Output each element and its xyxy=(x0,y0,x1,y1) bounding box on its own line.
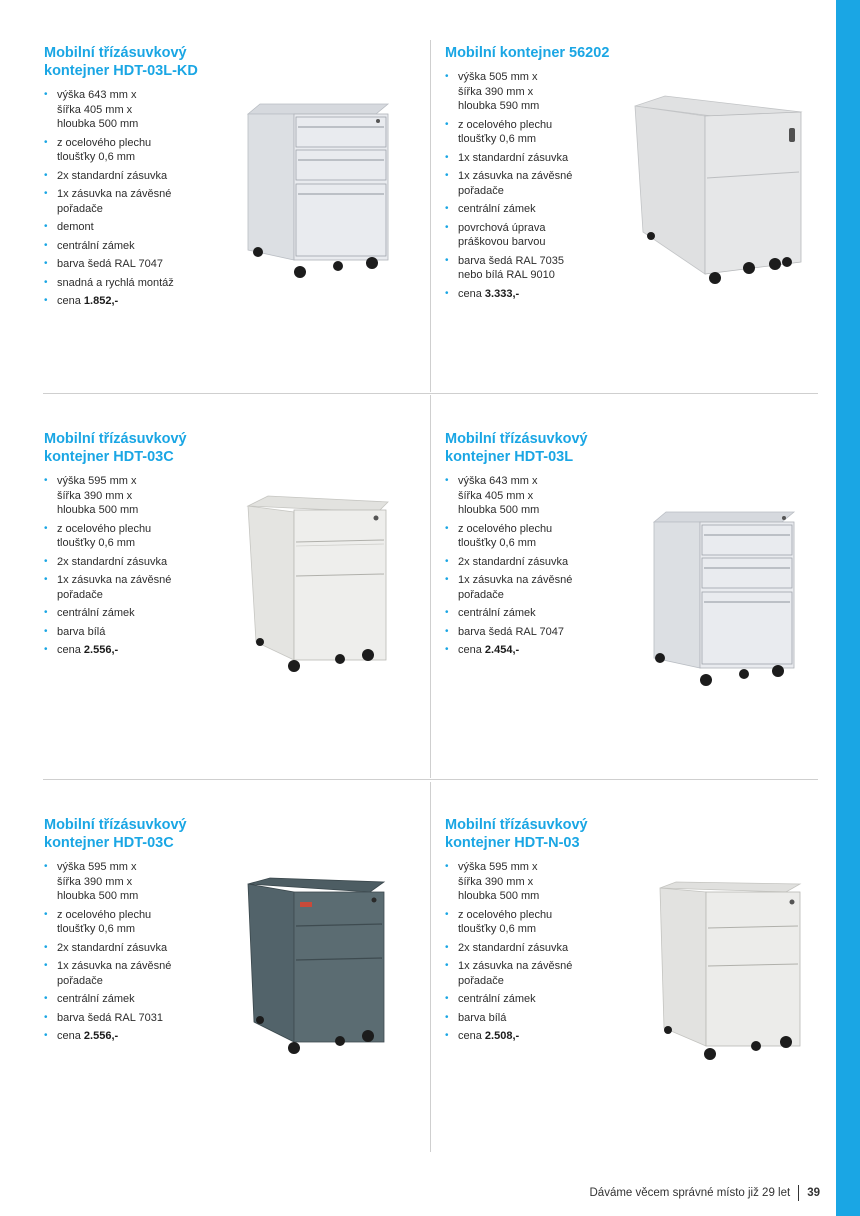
spec-item: • centrální zámek xyxy=(445,992,625,1007)
price-item xyxy=(445,643,625,658)
spec-item: • 2x standardní zásuvka xyxy=(44,169,224,184)
spec-item: • výška 643 mm x šířka 405 mm x hloubka 500 mm xyxy=(44,88,224,132)
spec-item: • centrální zámek xyxy=(445,202,625,217)
column-divider xyxy=(430,40,431,392)
price-item xyxy=(445,1029,625,1044)
spec-list xyxy=(445,860,625,1044)
cabinet-illustration xyxy=(652,878,812,1064)
spec-item: • 2x standardní zásuvka xyxy=(44,555,224,570)
spec-item: • centrální zámek xyxy=(44,992,224,1007)
price-item xyxy=(445,287,625,302)
product-title: Mobilní třízásuvkový kontejner HDT-03C xyxy=(44,431,187,465)
column-divider xyxy=(430,782,431,1152)
price-item xyxy=(44,294,224,309)
spec-item: • výška 643 mm x šířka 405 mm x hloubka 500 mm xyxy=(445,474,625,518)
cabinet-illustration xyxy=(238,492,398,677)
spec-item: • z ocelového plechu tloušťky 0,6 mm xyxy=(44,136,224,165)
price-value: 3.333,- xyxy=(484,287,520,300)
spec-item: • 1x standardní zásuvka xyxy=(445,151,625,166)
price-item xyxy=(44,643,224,658)
spec-item: • barva bílá xyxy=(445,1011,625,1026)
spec-item: • barva šedá RAL 7047 xyxy=(44,257,224,272)
spec-item: • 1x zásuvka na závěsné pořadače xyxy=(44,959,224,988)
product-title: Mobilní třízásuvkový kontejner HDT-N-03 xyxy=(445,817,588,851)
spec-list xyxy=(44,474,224,658)
price-value: 2.508,- xyxy=(484,1030,520,1042)
spec-list xyxy=(44,88,224,309)
cabinet-illustration xyxy=(238,100,398,282)
price-label: cena xyxy=(57,295,81,307)
spec-item: • centrální zámek xyxy=(44,239,224,254)
footer-separator xyxy=(798,1185,799,1201)
spec-item: • 1x zásuvka na závěsné pořadače xyxy=(44,573,224,602)
spec-item: • demont xyxy=(44,220,224,235)
price-label: cena xyxy=(458,287,482,300)
page-number: 39 xyxy=(807,1187,820,1199)
spec-item: • výška 595 mm x šířka 390 mm x hloubka 500 mm xyxy=(445,860,625,904)
price-label: cena xyxy=(57,644,81,656)
cabinet-illustration xyxy=(644,508,804,690)
spec-item: • z ocelového plechu tloušťky 0,6 mm xyxy=(445,908,625,937)
spec-item: • snadná a rychlá montáž xyxy=(44,276,224,291)
price-value: 2.556,- xyxy=(83,1030,119,1042)
spec-item: • centrální zámek xyxy=(445,606,625,621)
spec-item: • barva šedá RAL 7047 xyxy=(445,625,625,640)
page-footer xyxy=(590,1185,821,1201)
spec-item: • centrální zámek xyxy=(44,606,224,621)
price-label: cena xyxy=(458,1030,482,1042)
spec-item: • z ocelového plechu tloušťky 0,6 mm xyxy=(44,522,224,551)
spec-item: • výška 595 mm x šířka 390 mm x hloubka 500 mm xyxy=(44,474,224,518)
spec-list xyxy=(44,860,224,1044)
spec-item: • 2x standardní zásuvka xyxy=(44,941,224,956)
spec-item: • z ocelového plechu tloušťky 0,6 mm xyxy=(445,118,625,147)
spec-item: • barva bílá xyxy=(44,625,224,640)
cabinet-illustration xyxy=(625,92,815,292)
spec-item: • 1x zásuvka na závěsné pořadače xyxy=(445,573,625,602)
spec-item: • výška 595 mm x šířka 390 mm x hloubka 500 mm xyxy=(44,860,224,904)
spec-item: • 2x standardní zásuvka xyxy=(445,941,625,956)
spec-list xyxy=(445,474,625,658)
cabinet-illustration xyxy=(240,874,400,1060)
spec-list xyxy=(445,70,625,301)
column-divider xyxy=(430,395,431,778)
row-divider xyxy=(43,393,818,394)
spec-item: • 1x zásuvka na závěsné pořadače xyxy=(445,169,625,198)
spec-item: • 1x zásuvka na závěsné pořadače xyxy=(445,959,625,988)
spec-item: • 1x zásuvka na závěsné pořadače xyxy=(44,187,224,216)
product-title: Mobilní třízásuvkový kontejner HDT-03L xyxy=(445,431,588,465)
product-title: Mobilní kontejner 56202 xyxy=(445,45,610,61)
row-divider xyxy=(43,779,818,780)
price-value: 1.852,- xyxy=(83,295,119,307)
product-title: Mobilní třízásuvkový kontejner HDT-03L-KD xyxy=(44,45,198,79)
price-item xyxy=(44,1029,224,1044)
spec-item: • z ocelového plechu tloušťky 0,6 mm xyxy=(445,522,625,551)
price-label: cena xyxy=(458,644,482,656)
spec-item: • z ocelového plechu tloušťky 0,6 mm xyxy=(44,908,224,937)
price-value: 2.556,- xyxy=(83,644,119,656)
product-title: Mobilní třízásuvkový kontejner HDT-03C xyxy=(44,817,187,851)
accent-side-bar xyxy=(836,0,860,1216)
spec-item: • povrchová úprava práškovou barvou xyxy=(445,221,625,250)
footer-slogan: Dáváme věcem správné místo již 29 let xyxy=(589,1187,791,1199)
price-label: cena xyxy=(57,1030,81,1042)
spec-item: • 2x standardní zásuvka xyxy=(445,555,625,570)
spec-item: • výška 505 mm x šířka 390 mm x hloubka 590 mm xyxy=(445,70,625,114)
price-value: 2.454,- xyxy=(484,644,520,656)
spec-item: • barva šedá RAL 7031 xyxy=(44,1011,224,1026)
spec-item: • barva šedá RAL 7035 nebo bílá RAL 9010 xyxy=(445,254,625,283)
